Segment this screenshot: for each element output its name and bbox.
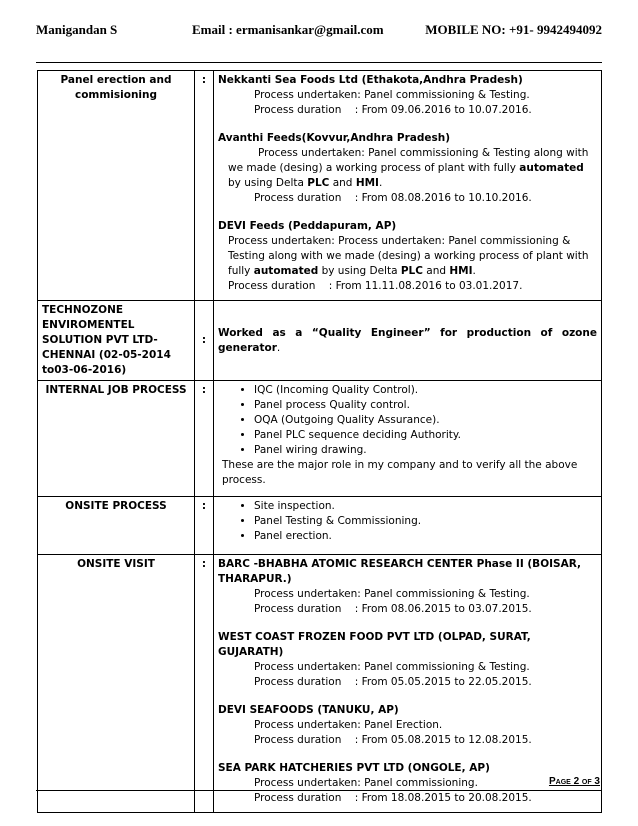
section-label: Panel erection and commisioning bbox=[38, 71, 195, 301]
duration-text: Process duration : From 05.08.2015 to 12.08.2015. bbox=[254, 734, 532, 746]
process-note: These are the major role in my company and to verify all the above process. bbox=[222, 459, 578, 486]
onsite-process-content bbox=[214, 497, 602, 555]
mobile-text: MOBILE NO: +91- 9942494092 bbox=[425, 22, 602, 37]
colon: : bbox=[195, 555, 214, 813]
onsite-process-list bbox=[218, 499, 597, 544]
page-number: Page 2 of 3 bbox=[548, 776, 600, 787]
list-item: • OQA (Outgoing Quality Assurance). bbox=[254, 413, 597, 428]
process-text: Process undertaken: Panel Erection. bbox=[254, 719, 443, 731]
process-text: Process undertaken: Panel commissioning & Testing along with we made (desing) a working process of plant with fully automated by using Delta PLC and HMI. bbox=[228, 147, 589, 189]
internal-process-content bbox=[214, 381, 602, 497]
colon: : bbox=[195, 497, 214, 555]
list-item: • Panel wiring drawing. bbox=[254, 443, 597, 458]
section-label: ONSITE VISIT bbox=[38, 555, 195, 813]
list-item: • Panel process Quality control. bbox=[254, 398, 597, 413]
list-item: • IQC (Incoming Quality Control). bbox=[254, 383, 597, 398]
duration-text: Process duration : From 18.08.2015 to 20.08.2015. bbox=[254, 792, 532, 804]
process-text: Process undertaken: Process undertaken: Panel commissioning & Testing along with we made (desing) a working process of plant with fully automated by using Delta PLC and HMI. bbox=[228, 235, 589, 277]
company-name: DEVI Feeds (Peddapuram, AP) bbox=[218, 220, 397, 232]
list-item: • Panel Testing & Commissioning. bbox=[254, 514, 597, 529]
list-item: • Site inspection. bbox=[254, 499, 597, 514]
employment-table bbox=[37, 300, 602, 813]
employer-label: TECHNOZONE ENVIROMENTEL SOLUTION PVT LTD-CHENNAI (02-05-2014 to03-06-2016) bbox=[38, 301, 195, 381]
footer-rule bbox=[36, 790, 602, 791]
email-text: Email : ermanisankar@gmail.com bbox=[192, 22, 384, 37]
company-name: Avanthi Feeds(Kovvur,Andhra Pradesh) bbox=[218, 132, 451, 144]
process-text: Process undertaken: Panel commissioning & Testing. bbox=[254, 661, 530, 673]
duration-text: Process duration : From 05.05.2015 to 22.05.2015. bbox=[254, 676, 532, 688]
duration-text: Process duration : From 08.08.2016 to 10.10.2016. bbox=[254, 192, 532, 204]
candidate-name: Manigandan S bbox=[36, 22, 118, 37]
company-name: DEVI SEAFOODS (TANUKU, AP) bbox=[218, 704, 399, 716]
duration-text: Process duration : From 08.06.2015 to 03.07.2015. bbox=[254, 603, 532, 615]
table-row bbox=[38, 555, 602, 813]
process-text: Process undertaken: Panel commissioning & Testing. bbox=[254, 89, 530, 101]
table-row bbox=[38, 381, 602, 497]
list-item: • Panel erection. bbox=[254, 529, 597, 544]
table-row bbox=[38, 71, 602, 301]
header-rule bbox=[36, 62, 602, 63]
table-row bbox=[38, 497, 602, 555]
company-name: Nekkanti Sea Foods Ltd (Ethakota,Andhra Pradesh) bbox=[218, 74, 523, 86]
onsite-visit-content bbox=[214, 555, 602, 813]
table-row bbox=[38, 301, 602, 381]
colon: : bbox=[195, 71, 214, 301]
process-text: Process undertaken: Panel commissioning & Testing. bbox=[254, 588, 530, 600]
colon: : bbox=[195, 381, 214, 497]
internal-process-list bbox=[218, 383, 597, 458]
colon: : bbox=[195, 301, 214, 381]
list-item: • Panel PLC sequence deciding Authority. bbox=[254, 428, 597, 443]
section-label: ONSITE PROCESS bbox=[38, 497, 195, 555]
section-label: INTERNAL JOB PROCESS bbox=[38, 381, 195, 497]
duration-text: Process duration : From 11.11.08.2016 to 03.01.2017. bbox=[228, 280, 523, 292]
job-role-text: Worked as a “Quality Engineer” for production of ozone generator. bbox=[214, 301, 602, 381]
duration-text: Process duration : From 09.06.2016 to 10.07.2016. bbox=[254, 104, 532, 116]
page-header bbox=[36, 22, 602, 42]
process-text: Process undertaken: Panel commissioning. bbox=[254, 777, 478, 789]
company-name: BARC -BHABHA ATOMIC RESEARCH CENTER Phase II (BOISAR, THARAPUR.) bbox=[218, 558, 581, 585]
company-name: WEST COAST FROZEN FOOD PVT LTD (OLPAD, SURAT, GUJARATH) bbox=[218, 631, 531, 658]
section-content bbox=[214, 71, 602, 301]
company-name: SEA PARK HATCHERIES PVT LTD (ONGOLE, AP) bbox=[218, 762, 490, 774]
panel-erection-table bbox=[37, 70, 602, 301]
